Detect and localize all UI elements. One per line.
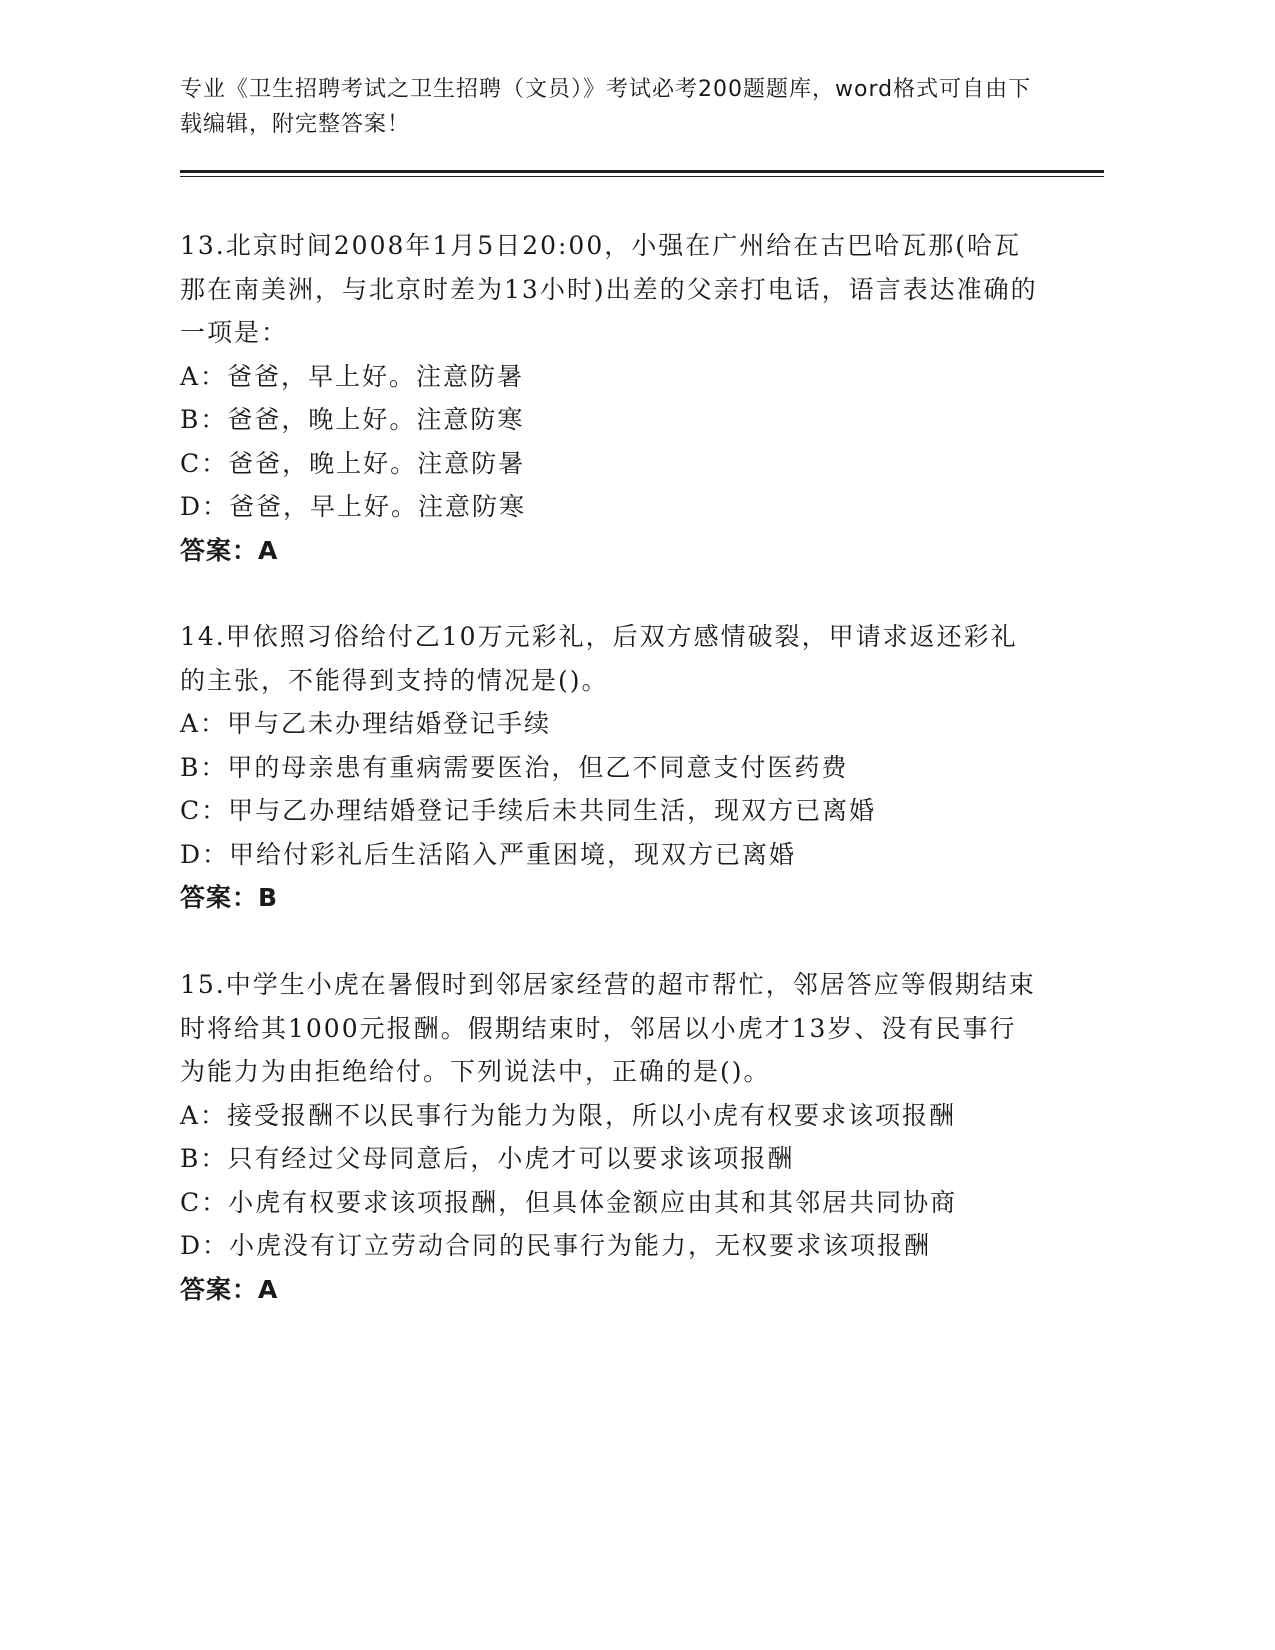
option-c: C：爸爸，晚上好。注意防暑 [180,448,526,478]
option-a: A：甲与乙未办理结婚登记手续 [180,709,552,738]
document-header: 专业《卫生招聘考试之卫生招聘（文员）》考试必考200题题库，word格式可自由下载编辑，附完整答案！ [180,77,1032,137]
option-a: A：接受报酬不以民事行为能力为限，所以小虎有权要求该项报酬 [180,1100,957,1130]
header-divider-thick [180,170,1104,173]
question-stem: 13.北京时间2008年1月5日20:00，小强在广州给在古巴哈瓦那(哈瓦那在南美洲，与北京时差为13小时)出差的父亲打电话，语言表达准确的一项是： [180,231,1038,347]
option-b: B：爸爸，晚上好。注意防寒 [180,405,525,434]
question-stem: 15.中学生小虎在暑假时到邻居家经营的超市帮忙，邻居答应等假期结束时将给其1000元报酬。假期结束时，邻居以小虎才13岁、没有民事行为能力为由拒绝给付。下列说法中，正确的是()。 [180,970,1036,1086]
option-d: D：爸爸，早上好。注意防寒 [180,492,527,521]
question-15 [180,963,1040,1311]
option-a: A：爸爸，早上好。注意防暑 [180,361,525,391]
option-b: B：甲的母亲患有重病需要医治，但乙不同意支付医药费 [180,752,849,782]
question-13 [180,224,1040,572]
answer-line: 答案：B [180,883,279,912]
option-c: C：小虎有权要求该项报酬，但具体金额应由其和其邻居共同协商 [180,1187,958,1217]
option-c: C：甲与乙办理结婚登记手续后未共同生活，现双方已离婚 [180,796,877,825]
option-b: B：只有经过父母同意后，小虎才可以要求该项报酬 [180,1144,795,1173]
option-d: D：甲给付彩礼后生活陷入严重困境，现双方已离婚 [180,839,797,869]
question-14 [180,615,1040,920]
question-stem: 14.甲依照习俗给付乙10万元彩礼，后双方感情破裂，甲请求返还彩礼的主张，不能得到支持的情况是()。 [180,622,1018,695]
header-divider-thin [180,176,1104,177]
answer-line: 答案：A [180,535,279,565]
option-d: D：小虎没有订立劳动合同的民事行为能力，无权要求该项报酬 [180,1231,932,1260]
answer-line: 答案：A [180,1274,279,1304]
